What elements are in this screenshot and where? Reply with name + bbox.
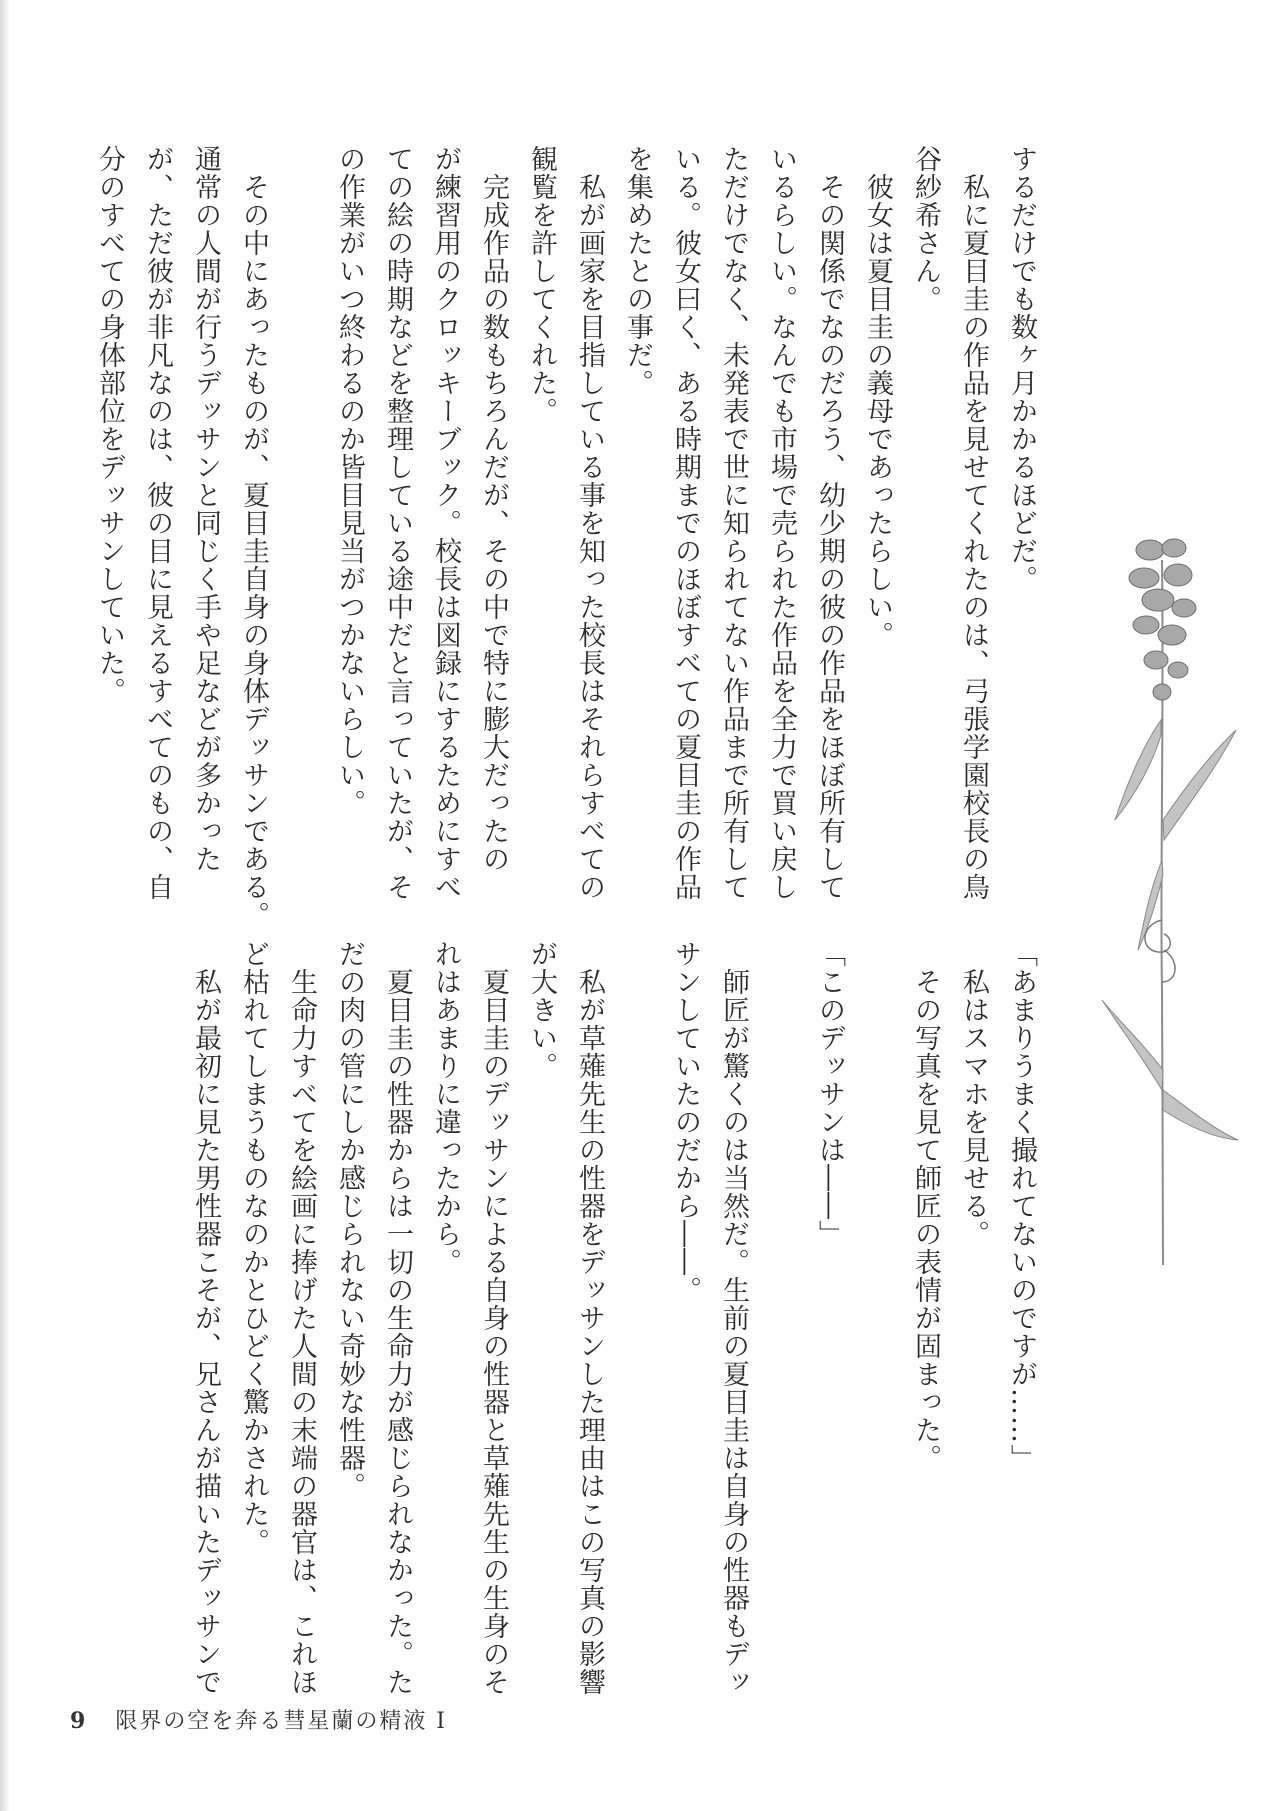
text-line: いるらしい。なんでも市場で売られた作品を全力で買い戻し — [766, 145, 797, 901]
text-line — [277, 145, 325, 685]
text-line: その写真を見て師匠の表情が固まった。 — [910, 940, 941, 1472]
text-line — [757, 940, 805, 1500]
page-spine-shadow — [0, 0, 10, 1811]
text-line — [853, 940, 901, 1500]
text-line: 私が草薙先生の性器をデッサンした理由はこの写真の影響 — [574, 940, 605, 1696]
text-line: するだけでも数ヶ月かかるほどだ。 — [1006, 145, 1037, 593]
text-line: 夏目圭の性器からは一切の生命力が感じられなかった。た — [382, 940, 413, 1696]
upper-text-block — [85, 145, 1045, 929]
text-line: れはあまりに違ったから。 — [430, 940, 461, 1276]
text-line: ただけでなく、未発表で世に知られてない作品まで所有して — [718, 145, 749, 901]
text-line: 私が画家を目指している事を知った校長はそれらすべての — [574, 145, 605, 901]
text-line: その関係でなのだろう、幼少期の彼の作品をほぼ所有して — [814, 145, 845, 901]
text-line: いる。彼女曰く、ある時期までのほぼすべての夏目圭の作品 — [670, 145, 701, 901]
text-line: 私が最初に見た男性器こそが、兄さんが描いたデッサンで — [190, 940, 221, 1696]
text-line: だの肉の管にしか感じられない奇妙な性器。 — [334, 940, 365, 1500]
text-line — [613, 940, 661, 1500]
text-line: を集めたとの事だ。 — [622, 145, 653, 397]
text-line: ど枯れてしまうものなのかとひどく驚かされた。 — [238, 940, 269, 1556]
text-line: の作業がいつ終わるのか皆目見当がつかないらしい。 — [334, 145, 365, 817]
text-line: 分のすべての身体部位をデッサンしていた。 — [94, 145, 125, 705]
text-line: 彼女は夏目圭の義母であったらしい。 — [862, 145, 893, 649]
text-line: 生命力すべてを絵画に捧げた人間の末端の器官は、これほ — [286, 940, 317, 1696]
text-line: 師匠が驚くのは当然だ。生前の夏目圭は自身の性器もデッ — [718, 940, 749, 1696]
orchid-flower-ornament — [1100, 520, 1240, 1280]
text-line: 「あまりうまく撮れてないのですが……」 — [1006, 940, 1037, 1472]
text-line: 完成作品の数もちろんだが、その中で特に膨大だったの — [478, 145, 509, 873]
text-line: サンしていたのだから――。 — [670, 940, 701, 1304]
page-number: 9 — [70, 1708, 88, 1734]
text-line: 観覧を許してくれた。 — [526, 145, 557, 425]
text-line: が練習用のクロッキーブック。校長は図録にするためにすべ — [430, 145, 461, 901]
lower-text-block — [181, 940, 1045, 1696]
text-line: 私に夏目圭の作品を見せてくれたのは、弓張学園校長の鳥 — [958, 145, 989, 901]
text-line: 私はスマホを見せる。 — [958, 940, 989, 1248]
text-line: 夏目圭のデッサンによる自身の性器と草薙先生の生身のそ — [478, 940, 509, 1696]
text-line: 「このデッサンは――」 — [814, 940, 845, 1248]
page-footer — [70, 1704, 447, 1735]
text-line: 通常の人間が行うデッサンと同じく手や足などが多かった — [190, 145, 221, 873]
book-title: 限界の空を奔る彗星蘭の精液 I — [115, 1709, 447, 1734]
text-line: ての絵の時期などを整理している途中だと言っていたが、そ — [382, 145, 413, 901]
text-line: 谷紗希さん。 — [910, 145, 941, 313]
text-line: その中にあったものが、夏目圭自身の身体デッサンである。 — [238, 145, 269, 929]
text-line: が大きい。 — [526, 940, 557, 1080]
text-line: が、ただ彼が非凡なのは、彼の目に見えるすべてのもの、自 — [142, 145, 173, 901]
